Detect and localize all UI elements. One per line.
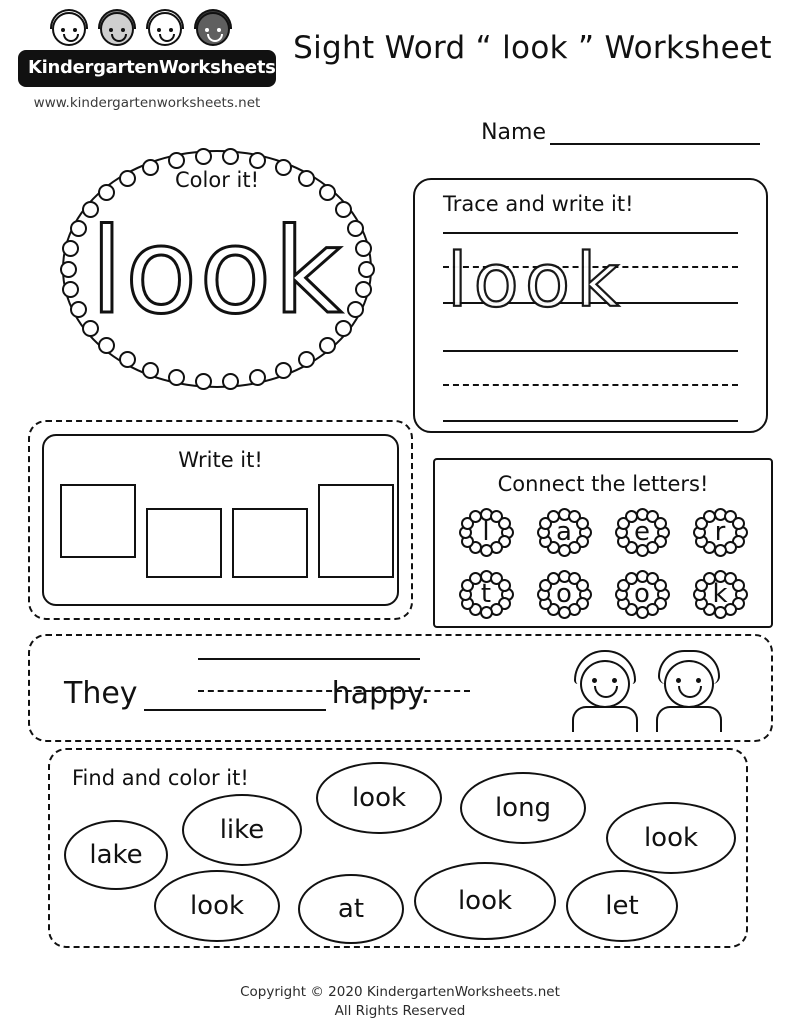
- trace-line-top-1: [443, 232, 738, 234]
- letter-flower[interactable]: [535, 568, 593, 620]
- flower-letter: t: [480, 579, 492, 609]
- letter-flower[interactable]: [457, 506, 515, 558]
- find-it-word-bubble[interactable]: at: [298, 874, 404, 944]
- scallop-dot: [249, 152, 266, 169]
- sentence-kid-2: [652, 650, 728, 732]
- letter-flower[interactable]: [613, 506, 671, 558]
- letter-flower[interactable]: [535, 506, 593, 558]
- find-it-word-bubble[interactable]: long: [460, 772, 586, 844]
- logo-kids-illustration: [42, 10, 276, 54]
- connect-row-1: [447, 506, 759, 558]
- logo-kid-1: [48, 10, 90, 54]
- scallop-dot: [142, 362, 159, 379]
- scallop-dot: [168, 152, 185, 169]
- write-it-title: Write it!: [178, 448, 263, 472]
- footer: [0, 983, 800, 1021]
- site-url[interactable]: www.kindergartenworksheets.net: [33, 95, 261, 111]
- color-it-word: look: [90, 202, 344, 340]
- write-it-section: [28, 420, 413, 620]
- flower-letter: l: [482, 517, 490, 547]
- scallop-dot: [195, 148, 212, 165]
- trace-and-write-section: [413, 178, 768, 433]
- find-it-title: Find and color it!: [72, 766, 249, 790]
- trace-title: Trace and write it!: [443, 192, 634, 216]
- scallop-dot: [168, 369, 185, 386]
- write-it-cell-3[interactable]: [232, 508, 308, 578]
- letter-flower[interactable]: [457, 568, 515, 620]
- flower-letter: k: [712, 579, 728, 609]
- color-it-title: Color it!: [175, 168, 259, 192]
- flower-letter: o: [556, 579, 572, 609]
- flower-letter: a: [556, 517, 572, 547]
- find-it-word-bubble[interactable]: look: [154, 870, 280, 942]
- logo-brand-prefix: Kindergarten: [28, 57, 159, 78]
- find-it-word-bubble[interactable]: like: [182, 794, 302, 866]
- sentence-after: happy.: [331, 676, 431, 711]
- find-it-word-bubble[interactable]: look: [414, 862, 556, 940]
- trace-line-base-3: [443, 420, 738, 422]
- scallop-dot: [275, 362, 292, 379]
- scallop-dot: [195, 373, 212, 390]
- trace-lines[interactable]: [443, 232, 738, 417]
- logo-brand-mid: Worksheets: [158, 57, 276, 78]
- find-it-word-bubble[interactable]: lake: [64, 820, 168, 890]
- scallop-dot: [222, 373, 239, 390]
- footer-copyright: Copyright © 2020 KindergartenWorksheets.net: [240, 984, 560, 1000]
- sentence-kid-1: [568, 650, 644, 732]
- connect-letters-section: [433, 458, 773, 628]
- flower-letter: r: [714, 517, 726, 547]
- scallop-dot: [119, 351, 136, 368]
- sentence-answer-line-top: [198, 658, 420, 660]
- color-it-section: [62, 150, 372, 388]
- flower-letter: o: [634, 579, 650, 609]
- sentence-section: [28, 634, 773, 742]
- logo-kid-2: [96, 10, 138, 54]
- connect-row-2: [447, 568, 759, 620]
- sentence-blank[interactable]: [144, 683, 326, 711]
- find-it-word-bubble[interactable]: look: [606, 802, 736, 874]
- name-input-line[interactable]: [550, 123, 760, 145]
- flower-letter: e: [634, 517, 650, 547]
- letter-flower[interactable]: [691, 506, 749, 558]
- letter-flower[interactable]: [613, 568, 671, 620]
- logo-brand-suffix: .net: [275, 57, 310, 78]
- connect-title: Connect the letters!: [497, 472, 709, 496]
- write-it-cells: [60, 484, 381, 584]
- trace-line-mid-2: [443, 384, 738, 386]
- write-it-cell-2[interactable]: [146, 508, 222, 578]
- write-it-cell-4[interactable]: [318, 484, 394, 578]
- site-logo[interactable]: [18, 10, 310, 111]
- footer-rights: All Rights Reserved: [334, 1003, 466, 1019]
- scallop-dot: [298, 351, 315, 368]
- sentence-text: [64, 676, 430, 711]
- letter-flower[interactable]: [691, 568, 749, 620]
- logo-kid-4: [192, 10, 234, 54]
- find-it-word-bubble[interactable]: let: [566, 870, 678, 942]
- scallop-dot: [249, 369, 266, 386]
- sentence-kids-illustration: [568, 648, 743, 732]
- name-label: Name: [481, 120, 546, 145]
- name-field-row[interactable]: [481, 120, 760, 145]
- trace-word-guide: look: [447, 238, 625, 324]
- trace-line-base-2: [443, 350, 738, 352]
- find-it-word-bubble[interactable]: look: [316, 762, 442, 834]
- logo-wordmark[interactable]: [18, 50, 310, 87]
- sentence-before: They: [64, 676, 138, 711]
- write-it-cell-1[interactable]: [60, 484, 136, 558]
- logo-kid-3: [144, 10, 186, 54]
- find-and-color-section: [48, 748, 748, 948]
- page-title: Sight Word “ look ” Worksheet: [293, 30, 772, 66]
